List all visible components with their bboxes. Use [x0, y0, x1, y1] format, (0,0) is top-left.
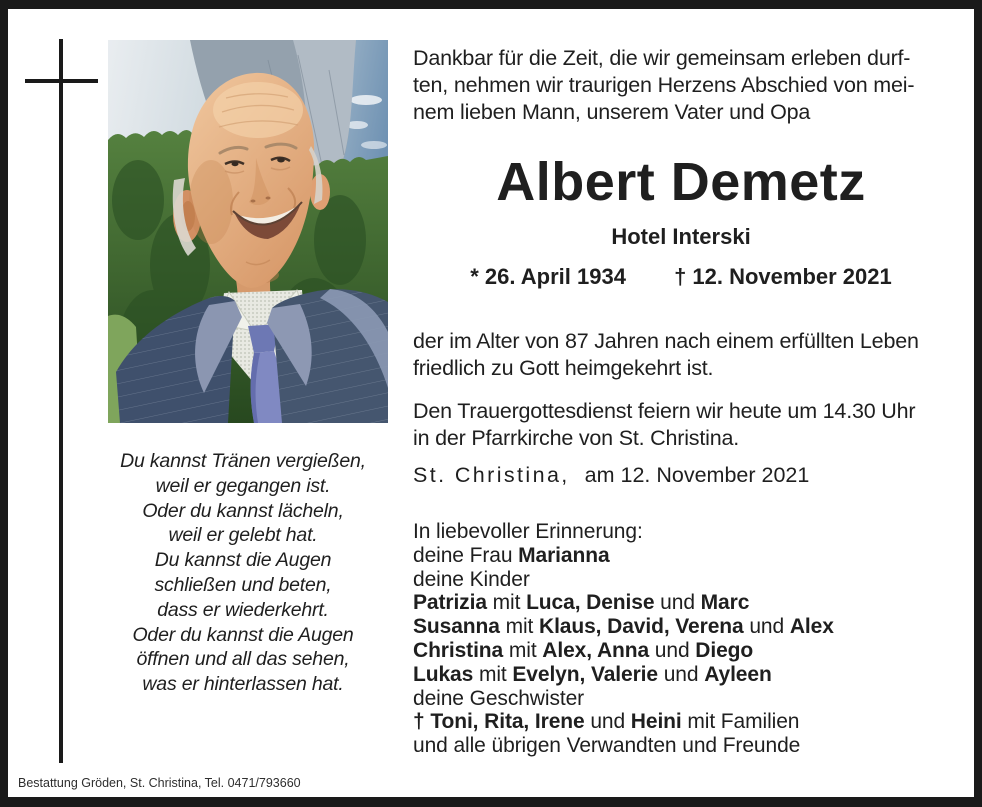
service-line: Den Trauergottesdienst feiern wir heute um 14.30 Uhr [413, 399, 916, 423]
place-dateline [413, 463, 809, 488]
mourner-line [413, 639, 834, 663]
family-name: Christina [413, 638, 504, 662]
poem-line: weil er gelebt hat. [168, 524, 318, 547]
intro-paragraph [413, 45, 914, 126]
funeral-home-footer: Bestattung Gröden, St. Christina, Tel. 0471/793660 [18, 776, 301, 790]
life-dates [413, 264, 949, 290]
family-name: Alex, Anna [542, 638, 650, 662]
family-text: und [657, 662, 705, 686]
family-text: und [649, 638, 696, 662]
intro-line: Dankbar für die Zeit, die wir gemeinsam erleben durf- [413, 46, 911, 70]
family-name: Alex [789, 615, 834, 639]
family-text: mit Familien [681, 710, 800, 734]
cheek-shadow-left [189, 160, 233, 244]
family-name: Patrizia [413, 591, 487, 615]
place-name: St. Christina, [413, 463, 570, 487]
nostril-right [266, 197, 271, 200]
poem-line: öffnen und all das sehen, [136, 648, 350, 671]
mourner-line [413, 615, 834, 639]
family-name: Marianna [518, 543, 610, 567]
poem-line: weil er gegangen ist. [155, 474, 331, 497]
cross-horizontal-bar [25, 79, 98, 83]
family-name: Lukas [413, 662, 474, 686]
family-text: mit [473, 662, 513, 686]
deceased-subtitle: Hotel Interski [611, 224, 751, 249]
family-name: Heini [630, 710, 682, 734]
family-name: Diego [695, 638, 754, 662]
mourner-line [413, 734, 834, 758]
poem-line: Du kannst die Augen [154, 549, 332, 572]
mourner-line [413, 520, 834, 544]
age-line: der im Alter von 87 Jahren nach einem erfüllten Leben [413, 329, 919, 353]
cross-vertical-bar [59, 39, 63, 763]
mourner-line [413, 687, 834, 711]
service-line: in der Pfarrkirche von St. Christina. [413, 426, 739, 450]
memorial-poem [93, 449, 393, 697]
family-text: mit [499, 615, 539, 639]
deceased-name: Albert Demetz [496, 152, 866, 212]
family-name: Marc [700, 591, 750, 615]
family-name: Evelyn, Valerie [512, 662, 658, 686]
mourner-line [413, 568, 834, 592]
mourner-line [413, 663, 834, 687]
portrait-illustration [108, 40, 388, 423]
nostril-left [251, 200, 256, 203]
family-name: † Toni, Rita, Irene [413, 710, 585, 734]
family-text: und [654, 591, 701, 615]
family-text: mit [503, 638, 543, 662]
poem-line: schließen und beten, [154, 573, 332, 596]
family-text: und alle übrigen Verwandten und Freunde [413, 734, 801, 758]
poem-line: Oder du kannst die Augen [132, 623, 354, 646]
mourner-line [413, 591, 834, 615]
family-text: deine Kinder [413, 567, 530, 591]
birth-date: * 26. April 1934 [470, 264, 626, 289]
poem-line: dass er wiederkehrt. [157, 598, 329, 621]
family-text: deine Geschwister [413, 686, 585, 710]
poem-line: Du kannst Tränen vergießen, [120, 450, 366, 472]
family-text: mit [486, 591, 527, 615]
family-name: Susanna [413, 615, 500, 639]
mourner-line [413, 544, 834, 568]
family-name: Luca, Denise [526, 591, 655, 615]
mourners-list [413, 520, 834, 758]
family-text: In liebevoller Erinnerung: [413, 520, 643, 543]
portrait-photo [108, 40, 388, 423]
dateline-date: am 12. November 2021 [584, 463, 810, 487]
service-paragraph [413, 398, 915, 452]
family-text: und [743, 615, 790, 639]
intro-line: ten, nehmen wir traurigen Herzens Abschied von mei- [413, 73, 915, 97]
mourner-line [413, 710, 834, 734]
family-text: deine Frau [413, 543, 519, 567]
age-paragraph [413, 328, 919, 382]
family-name: Klaus, David, Verena [539, 615, 744, 639]
family-text: und [584, 710, 631, 734]
death-date: † 12. November 2021 [674, 264, 892, 289]
family-name: Ayleen [704, 662, 772, 686]
poem-line: was er hinterlassen hat. [142, 673, 344, 696]
poem-line: Oder du kannst lächeln, [142, 499, 344, 522]
age-line: friedlich zu Gott heimgekehrt ist. [413, 356, 714, 380]
intro-line: nem lieben Mann, unserem Vater und Opa [413, 100, 811, 124]
